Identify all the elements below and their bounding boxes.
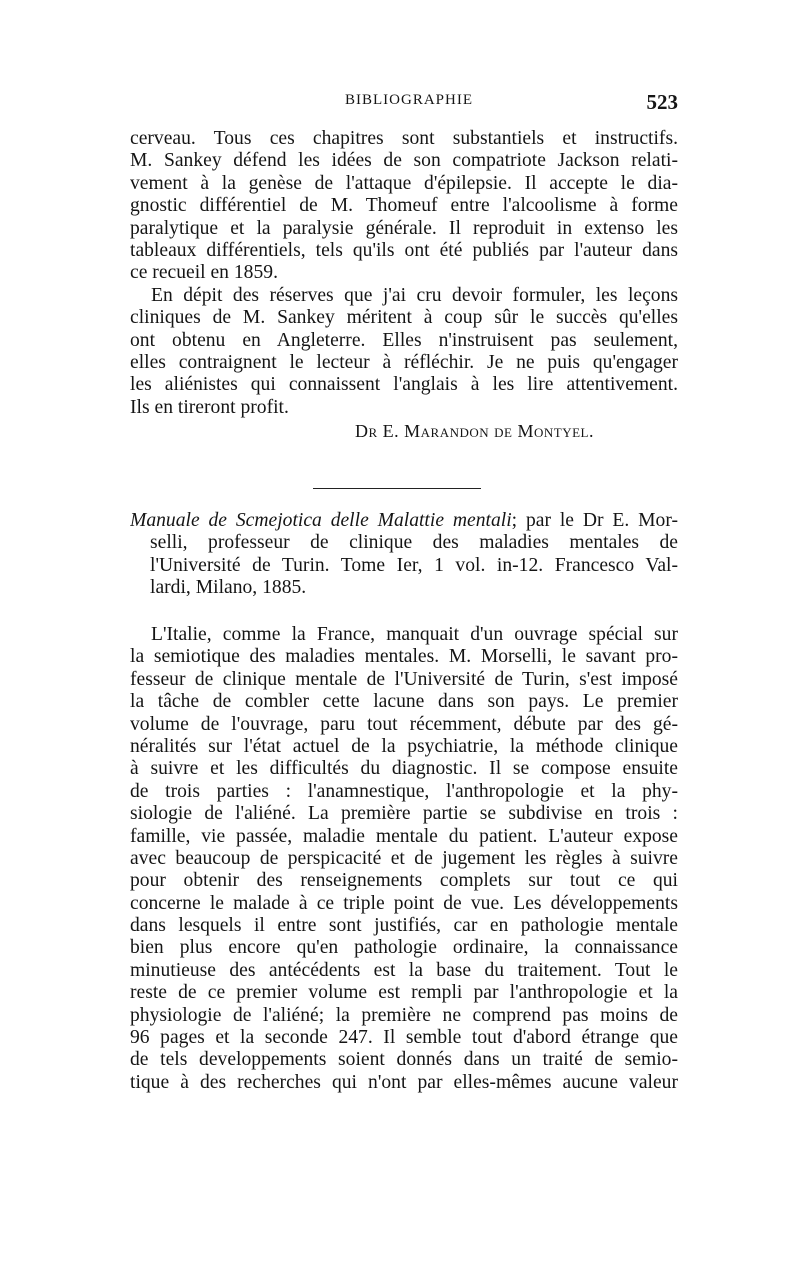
text-line: physiologie de l'aliéné; la première ne comprend pas moins de bbox=[130, 1004, 678, 1026]
running-title: BIBLIOGRAPHIE bbox=[345, 92, 473, 108]
text-line: paralytique et la paralysie générale. Il reproduit in extenso les bbox=[130, 217, 678, 239]
text-line: volume de l'ouvrage, paru tout récemment, débute par des gé- bbox=[130, 713, 678, 735]
book-reference-text: ; par le Dr E. Mor- bbox=[511, 510, 678, 531]
review-morselli bbox=[130, 624, 678, 1094]
page-number: 523 bbox=[646, 90, 678, 114]
text-line: la semiotique des maladies mentales. M. Morselli, le savant pro- bbox=[130, 646, 678, 668]
text-line: L'Italie, comme la France, manquait d'un ouvrage spécial sur bbox=[151, 624, 678, 645]
text-line: bien plus encore qu'en pathologie ordinaire, la connaissance bbox=[130, 937, 678, 959]
text-line: Ils en tireront profit. bbox=[130, 396, 289, 418]
text-line: avec beaucoup de perspicacité et de jugement les règles à suivre bbox=[130, 847, 678, 869]
text-line: fesseur de clinique mentale de l'Université de Turin, s'est imposé bbox=[130, 668, 678, 690]
book-reference-line: l'Université de Turin. Tome Ier, 1 vol. in-12. Francesco Val- bbox=[150, 554, 678, 576]
text-line: de trois parties : l'anamnestique, l'anthropologie et la phy- bbox=[130, 780, 678, 802]
text-line: concerne le malade à ce triple point de vue. Les développements bbox=[130, 892, 678, 914]
text-line: En dépit des réserves que j'ai cru devoir formuler, les leçons bbox=[151, 284, 678, 306]
book-reference bbox=[130, 510, 678, 600]
text-line: minutieuse des antécédents est la base du traitement. Tout le bbox=[130, 959, 678, 981]
book-reference-line: selli, professeur de clinique des maladies mentales de bbox=[150, 532, 678, 554]
text-line: dans lesquels il entre sont justifiés, car en pathologie mentale bbox=[130, 915, 678, 937]
text-line: cerveau. Tous ces chapitres sont substantiels et instructifs. bbox=[130, 128, 678, 149]
text-line: la tâche de combler cette lacune dans son pays. Le premier bbox=[130, 691, 678, 713]
text-line: de tels developpements soient donnés dans un traité de semio- bbox=[130, 1049, 678, 1071]
text-line: vement à la genèse de l'attaque d'épilepsie. Il accepte le dia- bbox=[130, 172, 678, 194]
text-line: siologie de l'aliéné. La première partie se subdivise en trois : bbox=[130, 803, 678, 825]
book-reference-line bbox=[130, 510, 678, 532]
text-line: tique à des recherches qui n'ont par elles-mêmes aucune valeur bbox=[130, 1071, 678, 1093]
section-divider bbox=[313, 488, 481, 489]
text-line: ce recueil en 1859. bbox=[130, 262, 278, 284]
running-head bbox=[130, 92, 678, 116]
text-line: ont obtenu en Angleterre. Elles n'instruisent pas seulement, bbox=[130, 329, 678, 351]
text-line: M. Sankey défend les idées de son compatriote Jackson relati- bbox=[130, 150, 678, 172]
text-line: cliniques de M. Sankey méritent à coup sûr le succès qu'elles bbox=[130, 307, 678, 329]
book-title: Manuale de Scmejotica delle Malattie mentali bbox=[130, 510, 512, 531]
text-line: pour obtenir des renseignements complets sur tout ce qui bbox=[130, 870, 678, 892]
text-line: famille, vie passée, maladie mentale du patient. L'auteur expose bbox=[130, 825, 678, 847]
text-line: 96 pages et la seconde 247. Il semble tout d'abord étrange que bbox=[130, 1027, 678, 1049]
review-marandon bbox=[130, 128, 678, 443]
text-line: tableaux différentiels, tels qu'ils ont été publiés par l'auteur dans bbox=[130, 239, 678, 261]
text-line: néralités sur l'état actuel de la psychiatrie, la méthode clinique bbox=[130, 735, 678, 757]
text-line: gnostic différentiel de M. Thomeuf entre l'alcoolisme à forme bbox=[130, 195, 678, 217]
text-line: elles contraignent le lecteur à réfléchir. Je ne puis qu'engager bbox=[130, 351, 678, 373]
text-line: les aliénistes qui connaissent l'anglais à les lire attentivement. bbox=[130, 374, 678, 396]
signature: Dr E. Marandon de Montyel. bbox=[355, 421, 594, 442]
book-reference-line: lardi, Milano, 1885. bbox=[150, 577, 307, 599]
text-line: reste de ce premier volume est rempli par l'anthropologie et la bbox=[130, 982, 678, 1004]
text-line: à suivre et les difficultés du diagnostic. Il se compose ensuite bbox=[130, 758, 678, 780]
